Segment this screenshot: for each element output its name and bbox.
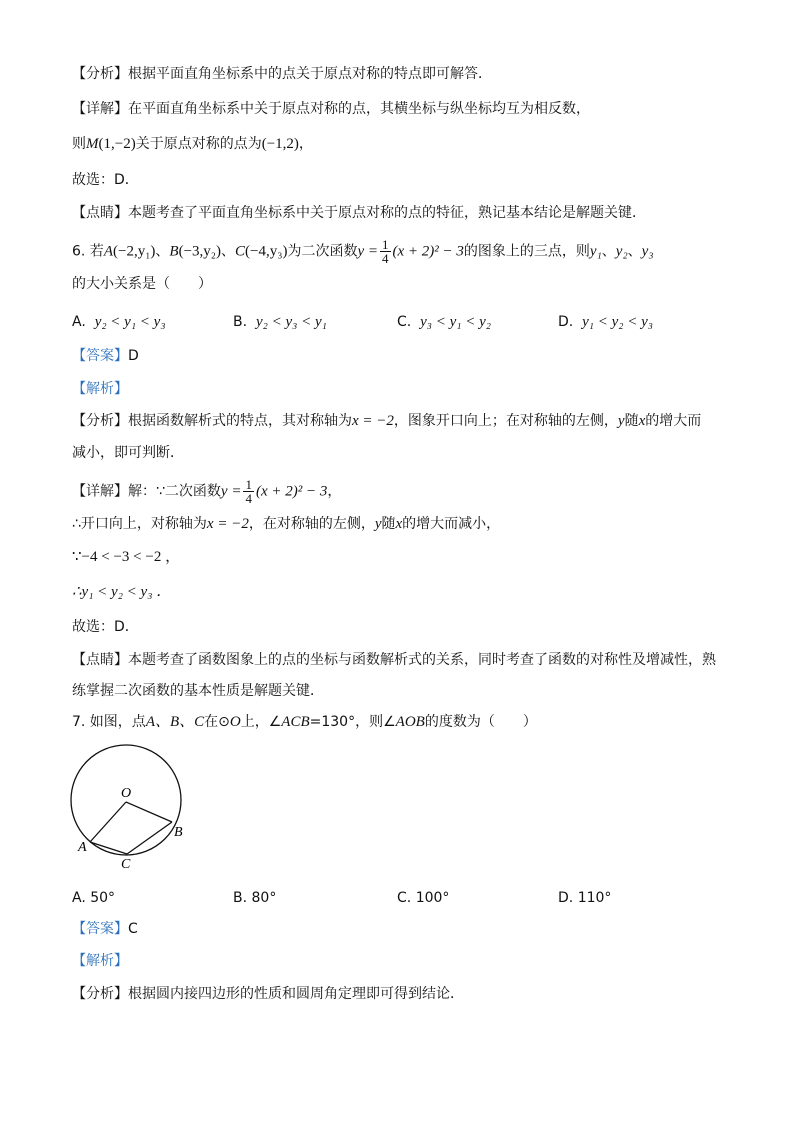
q5-choice: 故选：D． <box>72 172 139 188</box>
q6-comment-text: 本题考查了函数图象上的点的坐标与函数解析式的关系，同时考查了函数的对称性及增减性，熟 <box>128 652 716 668</box>
var-y: y <box>617 413 625 429</box>
q7-stem-d: =130°，则∠ <box>309 714 396 730</box>
q5-text-end: ， <box>298 136 313 152</box>
q5-text-mid: 关于原点对称的点为 <box>135 136 262 152</box>
point-a: A <box>103 243 113 260</box>
q5-analysis <box>72 64 492 84</box>
var-x: x <box>395 516 403 532</box>
option-label: B. <box>233 890 248 906</box>
axis-equation: x = −2 <box>206 516 249 532</box>
q5-detail <box>72 99 590 119</box>
q6-step2-text-d: 的增大而减小， <box>402 516 501 532</box>
q7-number: 7. 如图，点 <box>72 714 146 730</box>
q6-solution-tag: 【解析】 <box>72 381 128 397</box>
axis-equation: x = −2 <box>352 413 394 429</box>
q6-stem-line2: 的大小关系是（ ） <box>72 276 212 292</box>
angle-aob: AOB <box>395 714 425 730</box>
q5-detail-line2 <box>72 134 313 154</box>
function-lhs: y = <box>220 483 242 500</box>
fraction-quarter <box>243 478 254 505</box>
fraction-quarter <box>380 238 391 265</box>
detail-tag: 【详解】 <box>72 483 128 500</box>
comment-tag: 【点睛】 <box>72 205 128 221</box>
function-lhs: y = <box>357 243 379 260</box>
analysis-tag: 【分析】 <box>72 66 128 82</box>
segment-ob <box>126 802 172 822</box>
q6-analysis-text-d: 的增大而 <box>645 413 702 429</box>
answer-tag: 【答案】 <box>72 348 128 364</box>
q7-analysis-text: 根据圆内接四边形的性质和圆周角定理即可得到结论． <box>128 986 464 1002</box>
q7-option-c[interactable] <box>397 888 449 908</box>
separator: 、 <box>601 243 616 260</box>
q7-stem-b: 在⊙ <box>204 714 230 730</box>
option-label: A. <box>72 314 86 330</box>
q6-stem <box>72 238 654 265</box>
point-c-coords: (−4,y₃) <box>245 243 288 260</box>
answer-tag: 【答案】 <box>72 921 128 937</box>
fraction-numerator: 1 <box>245 477 252 492</box>
label-a: A <box>78 840 87 855</box>
var-x: x <box>638 413 646 429</box>
q7-option-b[interactable] <box>233 888 276 908</box>
q6-choice: 故选：D． <box>72 619 139 635</box>
q6-stem-mid: 为二次函数 <box>287 243 358 260</box>
analysis-tag: 【分析】 <box>72 986 128 1002</box>
point-a-coords: (−2,y₁) <box>112 243 156 260</box>
q6-option-a[interactable] <box>72 312 166 332</box>
function-rhs: (x + 2)² − 3 <box>392 243 464 260</box>
q5-comment <box>72 203 646 223</box>
var-y: y <box>374 516 382 532</box>
option-text: 80° <box>251 890 277 906</box>
point-c: C <box>235 243 246 260</box>
comment-tag: 【点睛】 <box>72 652 128 668</box>
q6-option-b[interactable] <box>233 312 327 332</box>
function-rhs: (x + 2)² − 3 <box>255 483 328 500</box>
q6-stem-end: 的图象上的三点，则 <box>463 243 590 260</box>
label-b: B <box>174 825 183 840</box>
point-m: M <box>86 136 99 152</box>
point-m-coords: (1,−2) <box>98 136 136 152</box>
q7-points: A、B、C <box>145 714 205 730</box>
separator: 、 <box>155 243 170 260</box>
option-text: 110° <box>577 890 612 906</box>
q6-analysis-text: 根据函数解析式的特点，其对称轴为 <box>128 413 352 429</box>
q7-option-d[interactable] <box>558 888 611 908</box>
q6-detail <box>72 478 341 505</box>
label-c: C <box>121 857 131 872</box>
option-label: C. <box>397 890 412 906</box>
point-b: B <box>169 243 179 260</box>
option-label: D. <box>558 890 574 906</box>
option-text: y₂ < y₁ < y₃ <box>94 314 166 330</box>
var-y2: y₂ <box>615 243 628 260</box>
q7-stem <box>72 712 537 732</box>
q5-detail-text: 在平面直角坐标系中关于原点对称的点，其横坐标与纵坐标均互为相反数， <box>128 101 590 117</box>
option-text: y₃ < y₁ < y₂ <box>420 314 492 330</box>
q6-number: 6. 若 <box>72 243 104 260</box>
circle-figure <box>68 744 194 874</box>
fraction-denominator: 4 <box>245 491 252 506</box>
q6-step2-text: ∴开口向上，对称轴为 <box>72 516 207 532</box>
fraction-denominator: 4 <box>382 251 389 266</box>
q6-analysis <box>72 411 701 431</box>
option-text: 100° <box>415 890 450 906</box>
q5-comment-text: 本题考查了平面直角坐标系中关于原点对称的点的特征，熟记基本结论是解题关键． <box>128 205 646 221</box>
var-y1: y₁ <box>589 243 602 260</box>
q6-option-d[interactable] <box>558 312 653 332</box>
point-b-coords: (−3,y₂) <box>178 243 222 260</box>
q5-text-pre: 则 <box>72 136 86 152</box>
option-label: B. <box>233 314 248 330</box>
q6-step2 <box>72 514 500 534</box>
q5-analysis-text: 根据平面直角坐标系中的点关于原点对称的特点即可解答． <box>128 66 492 82</box>
q6-step2-text-c: 随 <box>381 516 396 532</box>
q7-answer <box>72 919 138 939</box>
q6-step2-text-b: ，在对称轴的左侧， <box>248 516 375 532</box>
q7-option-a[interactable] <box>72 888 115 908</box>
symmetric-coords: (−1,2) <box>261 136 299 152</box>
q6-analysis-text-b: ，图象开口向上；在对称轴的左侧， <box>393 413 618 429</box>
detail-tag: 【详解】 <box>72 101 128 117</box>
separator: 、 <box>221 243 236 260</box>
option-label: C. <box>397 314 412 330</box>
angle-acb: ACB <box>281 714 310 730</box>
q6-comment <box>72 650 716 670</box>
fraction-numerator: 1 <box>382 237 389 252</box>
q6-answer <box>72 346 139 366</box>
q6-detail-text: 解：∵二次函数 <box>128 483 221 500</box>
option-text: y₂ < y₃ < y₁ <box>255 314 327 330</box>
q7-answer-value: C <box>128 921 138 937</box>
q6-analysis-text-c: 随 <box>624 413 639 429</box>
circle-center: O <box>229 714 241 730</box>
q6-answer-value: D <box>128 348 139 364</box>
label-o: O <box>121 786 132 801</box>
q7-stem-e: 的度数为（ ） <box>424 714 537 730</box>
q6-option-c[interactable] <box>397 312 491 332</box>
option-text: 50° <box>90 890 116 906</box>
q7-solution-tag: 【解析】 <box>72 953 128 969</box>
q7-stem-c: 上，∠ <box>240 714 282 730</box>
segment-oa <box>90 802 126 842</box>
q6-comment-line2: 练掌握二次函数的基本性质是解题关键． <box>72 683 324 699</box>
option-label: A. <box>72 890 86 906</box>
var-y3: y₃ <box>641 243 654 260</box>
q7-analysis <box>72 984 464 1004</box>
q6-step3: ∵−4 < −3 < −2 ， <box>72 549 181 565</box>
q6-analysis-line2: 减小，即可判断． <box>72 445 184 461</box>
q6-step4: ∴y₁ < y₂ < y₃ ． <box>72 584 172 600</box>
analysis-tag: 【分析】 <box>72 413 128 429</box>
option-text: y₁ < y₂ < y₃ <box>582 314 654 330</box>
option-label: D. <box>558 314 574 330</box>
q6-detail-end: ， <box>327 483 342 500</box>
separator: 、 <box>627 243 642 260</box>
